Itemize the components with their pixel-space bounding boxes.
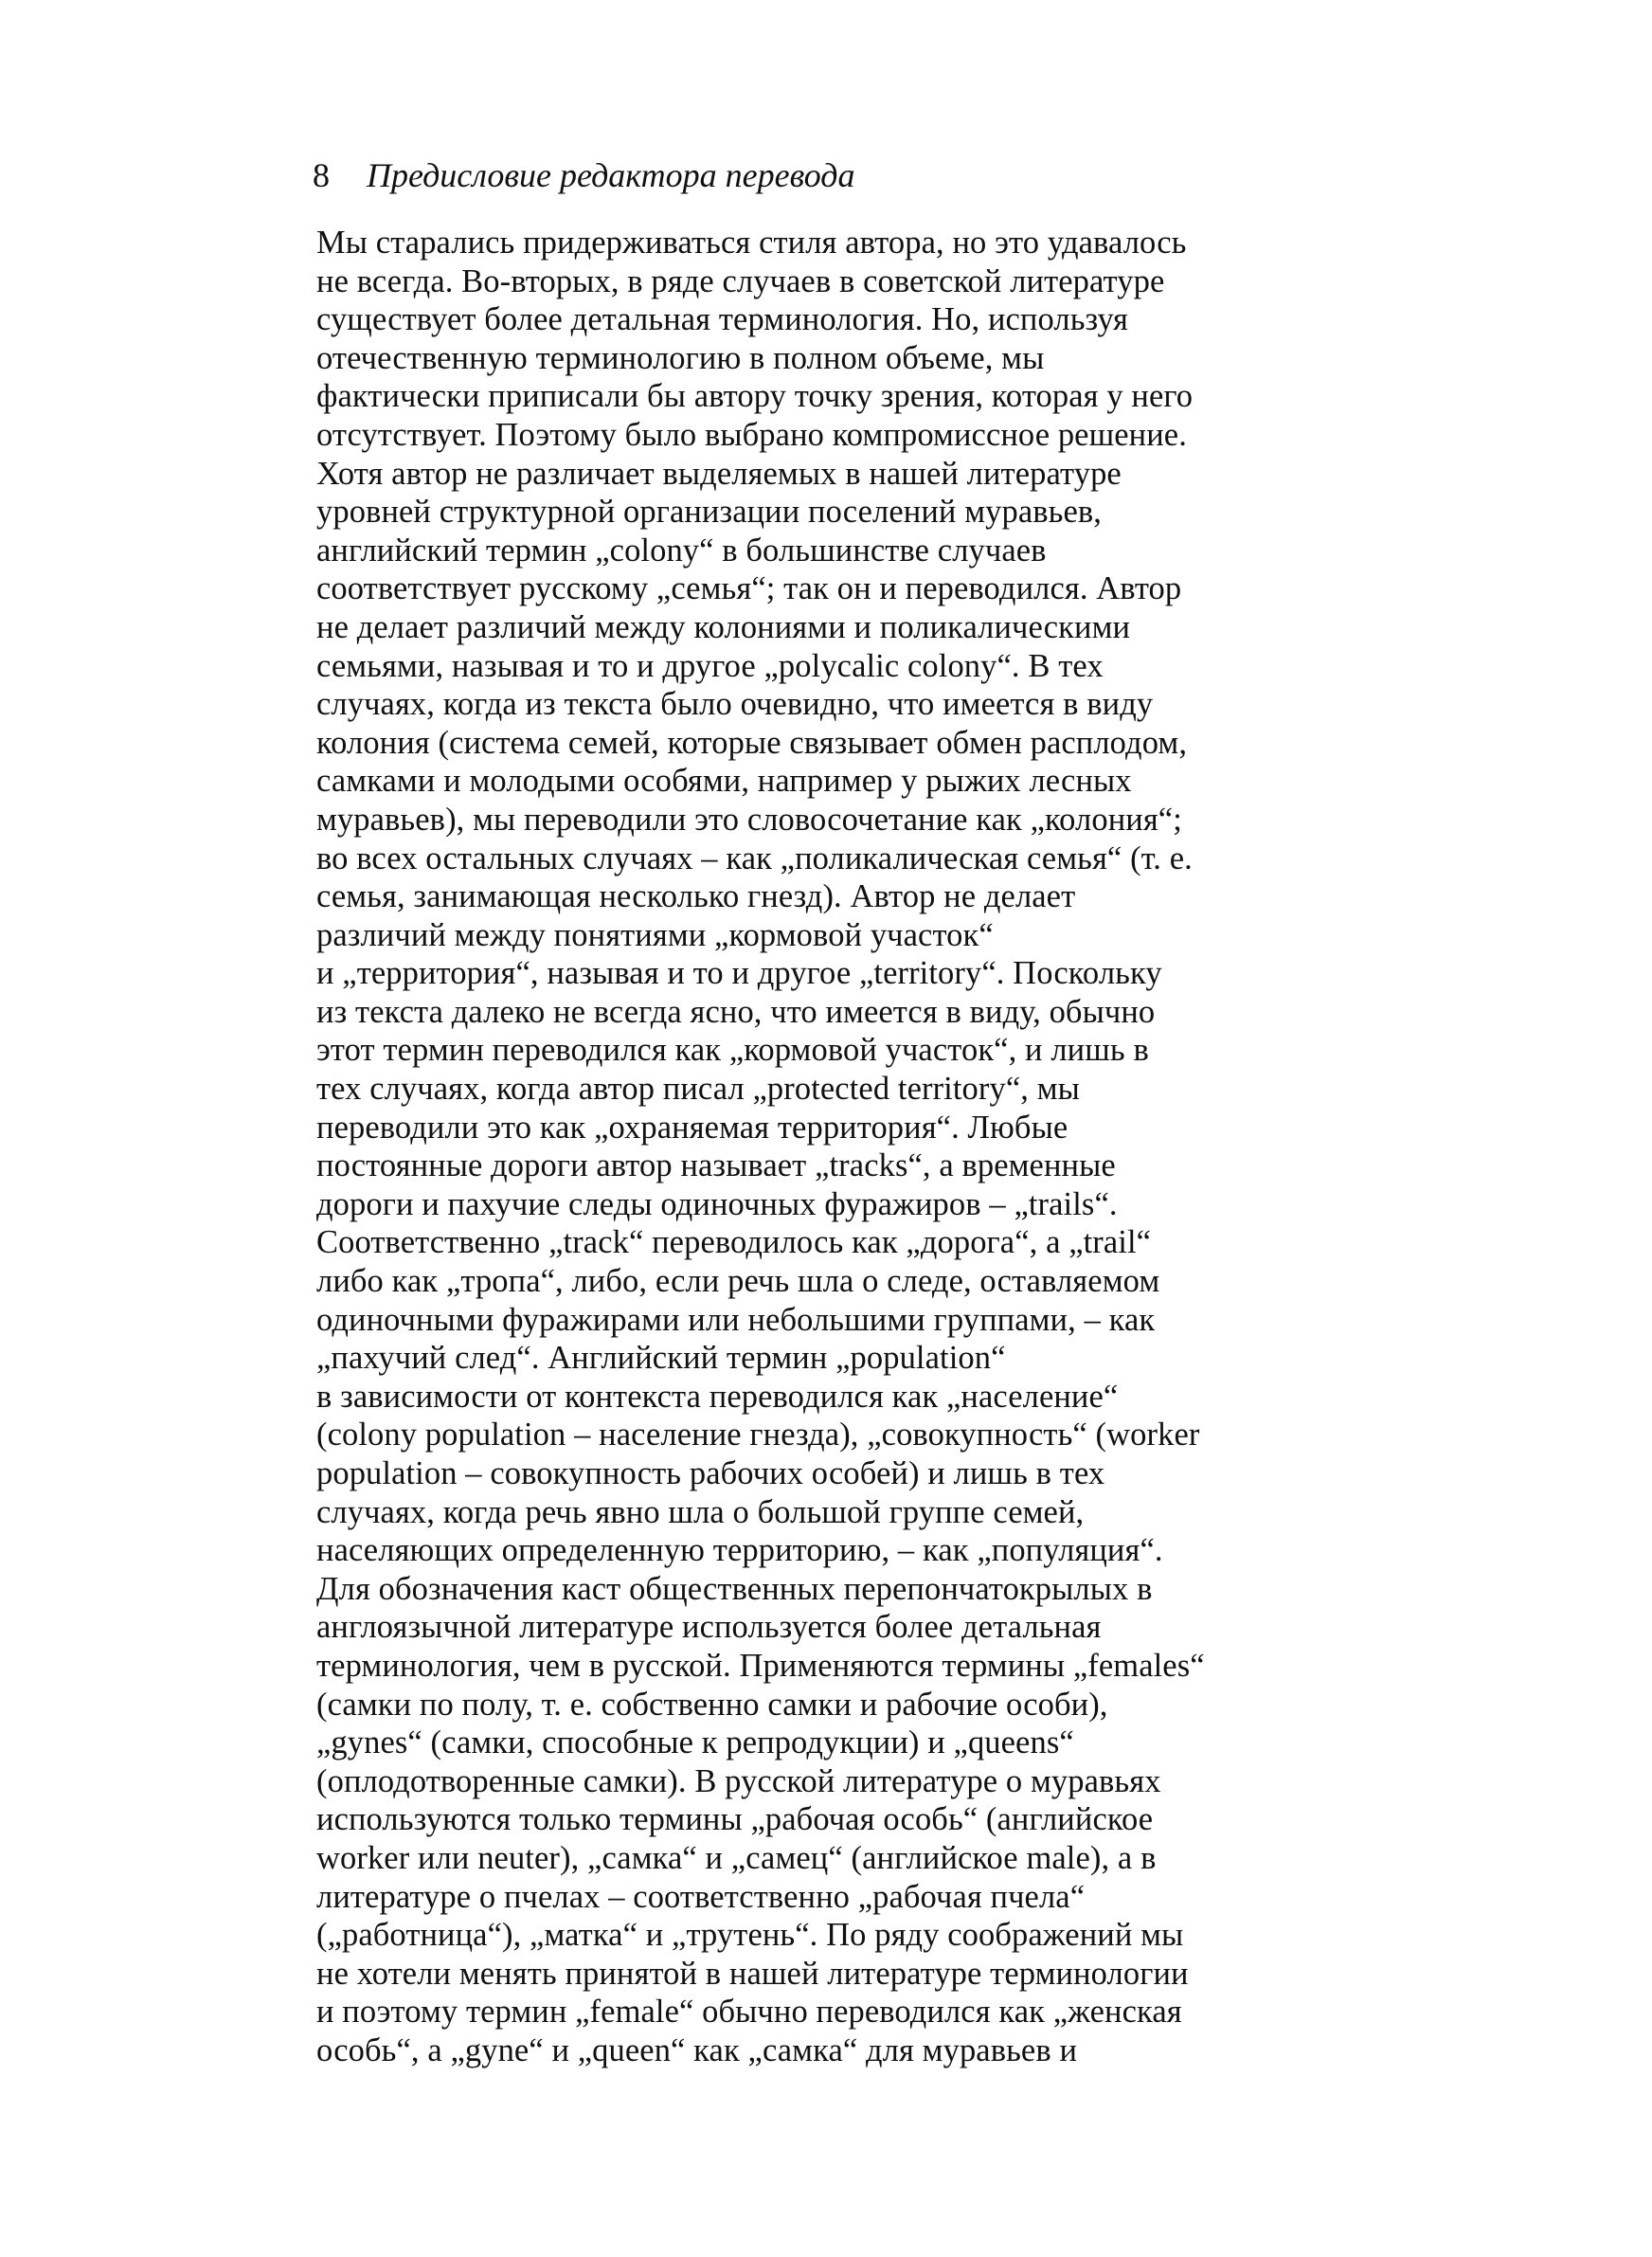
text-line: worker или neuter), „самка“ и „самец“ (английское male), а в — [316, 1839, 1157, 1876]
text-line: (colony population – население гнезда), „совокупность“ (worker — [316, 1417, 1200, 1454]
text-line: Хотя автор не различает выделяемых в нашей литературе — [316, 455, 1122, 492]
text-line: случаях, когда из текста было очевидно, что имеется в виду — [316, 686, 1154, 723]
text-line: существует более детальная терминология. Но, используя — [316, 301, 1129, 338]
text-line: Соответственно „track“ переводилось как „дорога“, а „trail“ — [316, 1224, 1152, 1261]
text-line: (самки по полу, т. е. собственно самки и рабочие особи), — [316, 1686, 1108, 1723]
text-line: отечественную терминологию в полном объеме, мы — [316, 339, 1045, 376]
text-line: (оплодотворенные самки). В русской литературе о муравьях — [316, 1762, 1161, 1799]
text-line: населяющих определенную территорию, – как „популяция“. — [316, 1532, 1163, 1569]
text-line: тех случаях, когда автор писал „protected territory“, мы — [316, 1071, 1080, 1108]
text-line: дороги и пахучие следы одиночных фуражиров – „trails“. — [316, 1185, 1118, 1222]
text-line: в зависимости от контекста переводился как „население“ — [316, 1378, 1119, 1415]
text-line: различий между понятиями „кормовой участок“ — [316, 916, 994, 953]
text-line: используются только термины „рабочая особь“ (английское — [316, 1801, 1154, 1838]
text-line: особь“, а „gyne“ и „queen“ как „самка“ для муравьев и — [316, 2031, 1078, 2068]
text-line: либо как „тропа“, либо, если речь шла о следе, оставляемом — [316, 1263, 1160, 1300]
text-line: англоязычной литературе используется более детальная — [316, 1609, 1102, 1646]
text-line: семья, занимающая несколько гнезд). Автор не делает — [316, 878, 1076, 915]
text-line: терминология, чем в русской. Применяются термины „females“ — [316, 1647, 1205, 1684]
running-head — [313, 154, 855, 196]
text-line: „gynes“ (самки, способные к репродукции) и „queens“ — [316, 1724, 1074, 1761]
text-line: случаях, когда речь явно шла о большой группе семей, — [316, 1493, 1085, 1530]
text-line: одиночными фуражирами или небольшими группами, – как — [316, 1301, 1156, 1338]
text-line: уровней структурной организации поселений муравьев, — [316, 494, 1102, 531]
text-line: Мы старались придерживаться стиля автора, но это удавалось — [316, 225, 1187, 261]
text-line: литературе о пчелах – соответственно „рабочая пчела“ — [316, 1878, 1086, 1915]
text-line: во всех остальных случаях – как „поликалическая семья“ (т. е. — [316, 840, 1193, 876]
text-line: английский термин „colony“ в большинстве случаев — [316, 532, 1047, 569]
text-line: и „территория“, называя и то и другое „territory“. Поскольку — [316, 955, 1162, 992]
text-line: „пахучий след“. Английский термин „population“ — [316, 1340, 1006, 1377]
text-line: переводили это как „охраняемая территория“. Любые — [316, 1109, 1068, 1146]
text-line: не хотели менять принятой в нашей литературе терминологии — [316, 1955, 1189, 1992]
body-text — [316, 224, 1377, 2070]
text-line: population – совокупность рабочих особей) и лишь в тех — [316, 1455, 1105, 1491]
text-line: не всегда. Во-вторых, в ряде случаев в советской литературе — [316, 262, 1165, 299]
text-line: соответствует русскому „семья“; так он и переводился. Автор — [316, 570, 1182, 607]
text-line: фактически приписали бы автору точку зрения, которая у него — [316, 378, 1194, 415]
text-line: Для обозначения каст общественных перепончатокрылых в — [316, 1570, 1153, 1607]
text-line: отсутствует. Поэтому было выбрано компромиссное решение. — [316, 416, 1187, 453]
text-line: из текста далеко не всегда ясно, что имеется в виду, обычно — [316, 993, 1156, 1030]
text-line: этот термин переводился как „кормовой участок“, и лишь в — [316, 1032, 1149, 1069]
text-line: постоянные дороги автор называет „tracks“, а временные — [316, 1147, 1116, 1184]
text-line: семьями, называя и то и другое „polycalic colony“. В тех — [316, 647, 1104, 684]
text-line: колония (система семей, которые связывает обмен расплодом, — [316, 724, 1188, 761]
text-line: муравьев), мы переводили это словосочетание как „колония“; — [316, 801, 1182, 838]
text-line: („работница“), „матка“ и „трутень“. По ряду соображений мы — [316, 1917, 1184, 1954]
running-title: Предисловие редактора перевода — [367, 156, 855, 194]
text-line: не делает различий между колониями и поликалическими — [316, 608, 1131, 645]
text-line: и поэтому термин „female“ обычно переводился как „женская — [316, 1994, 1182, 2031]
text-line: самками и молодыми особями, например у рыжих лесных — [316, 763, 1132, 800]
page-number: 8 — [313, 156, 330, 194]
